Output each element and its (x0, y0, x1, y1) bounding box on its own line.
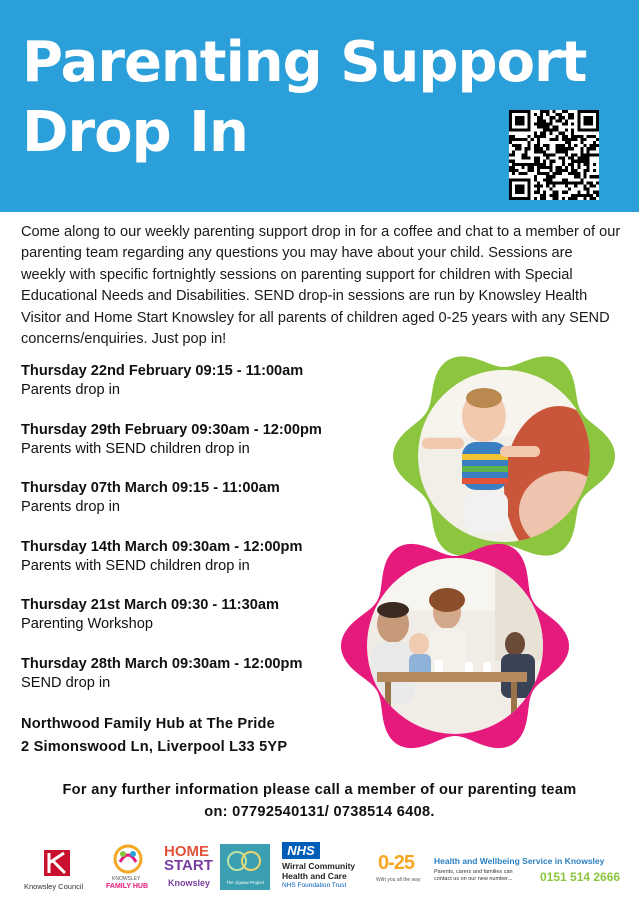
header-banner (0, 0, 639, 212)
contact-line-2: on: 07792540131/ 0738514 6408. (204, 804, 435, 820)
health-wellbeing-logo (434, 856, 621, 896)
session-item (21, 362, 361, 421)
contact-line-1: For any further information please call a member of our parenting team (62, 782, 577, 798)
family-photo-flower (340, 530, 570, 762)
session-date: Thursday 21st March 09:30 - 11:30am (21, 597, 279, 614)
partner-logos (0, 838, 639, 898)
home-start-place: Knowsley (168, 878, 211, 888)
home-start-line-2: START (164, 857, 213, 874)
nhs-line-3: NHS Foundation Trust (282, 882, 347, 889)
page-title (22, 28, 586, 168)
nhs-line-2: Health and Care (282, 871, 347, 881)
session-item (21, 479, 361, 538)
home-start-logo (162, 844, 214, 894)
nhs-wirral-logo (282, 842, 366, 894)
hw-line-1: Parents, carers and families can (434, 869, 513, 875)
venue-address (21, 713, 287, 759)
session-item (21, 421, 361, 480)
session-desc: Parents with SEND children drop in (21, 557, 250, 574)
family-hub-icon (111, 844, 145, 874)
zero-25-mark: 0-25 (378, 852, 415, 874)
hw-title: Health and Wellbeing Service in Knowsley (434, 856, 605, 866)
session-date: Thursday 29th February 09:30am - 12:00pm (21, 421, 322, 438)
knowsley-council-logo (24, 846, 90, 892)
knowsley-k-icon (44, 850, 70, 876)
session-item (21, 655, 361, 714)
family-hub-logo (104, 844, 152, 894)
intro-paragraph: Come along to our weekly parenting support drop in for a coffee and chat to a member of our parenting team regarding any questions you may have about your child. Sessions are weekly with specific fortnightly sessions on parenting support for children with Special Educational Needs and Disabilities. SEND drop-in sessions are run by Knowsley Health Visitor and Home Start Knowsley for all parents of children aged 0-25 years with any SEND concerns/enquiries. Just pop in! (21, 224, 621, 348)
session-desc: Parents drop in (21, 382, 120, 398)
session-item (21, 596, 361, 655)
address-line-1: Northwood Family Hub at The Pride (21, 716, 275, 732)
session-desc: SEND drop in (21, 674, 111, 691)
session-date: Thursday 07th March 09:15 - 11:00am (21, 480, 280, 497)
session-desc: Parents with SEND children drop in (21, 440, 250, 457)
nhs-badge: NHS (282, 842, 320, 859)
jigsaw-icon (225, 847, 265, 877)
zero-25-logo (376, 852, 428, 892)
contact-info (0, 779, 639, 823)
knowsley-council-label: Knowsley Council (24, 882, 84, 891)
nhs-line-1: Wirral Community (282, 861, 356, 871)
home-start-line-1: HOME (164, 843, 209, 860)
qr-code[interactable] (509, 110, 599, 200)
session-item (21, 538, 361, 597)
session-desc: Parents drop in (21, 499, 120, 516)
session-date: Thursday 14th March 09:30am - 12:00pm (21, 538, 303, 555)
session-desc: Parenting Workshop (21, 616, 153, 633)
hw-line-2: contact us on our new number... (434, 876, 513, 882)
sessions-list (21, 362, 361, 714)
family-hub-name: FAMILY HUB (106, 883, 149, 890)
zero-25-tagline: With you all the way (376, 877, 421, 883)
hw-phone-number[interactable]: 0151 514 2666 (540, 870, 621, 884)
jigsaw-project-logo (220, 844, 270, 890)
title-line-2: Drop In (22, 100, 248, 165)
session-date: Thursday 28th March 09:30am - 12:00pm (21, 655, 303, 672)
jigsaw-label: The Jigsaw Project (226, 880, 265, 885)
address-line-2: 2 Simonswood Ln, Liverpool L33 5YP (21, 739, 288, 755)
session-date: Thursday 22nd February 09:15 - 11:00am (21, 363, 304, 379)
title-line-1: Parenting Support (22, 30, 587, 95)
family-hub-word: KNOWSLEY (112, 876, 141, 882)
